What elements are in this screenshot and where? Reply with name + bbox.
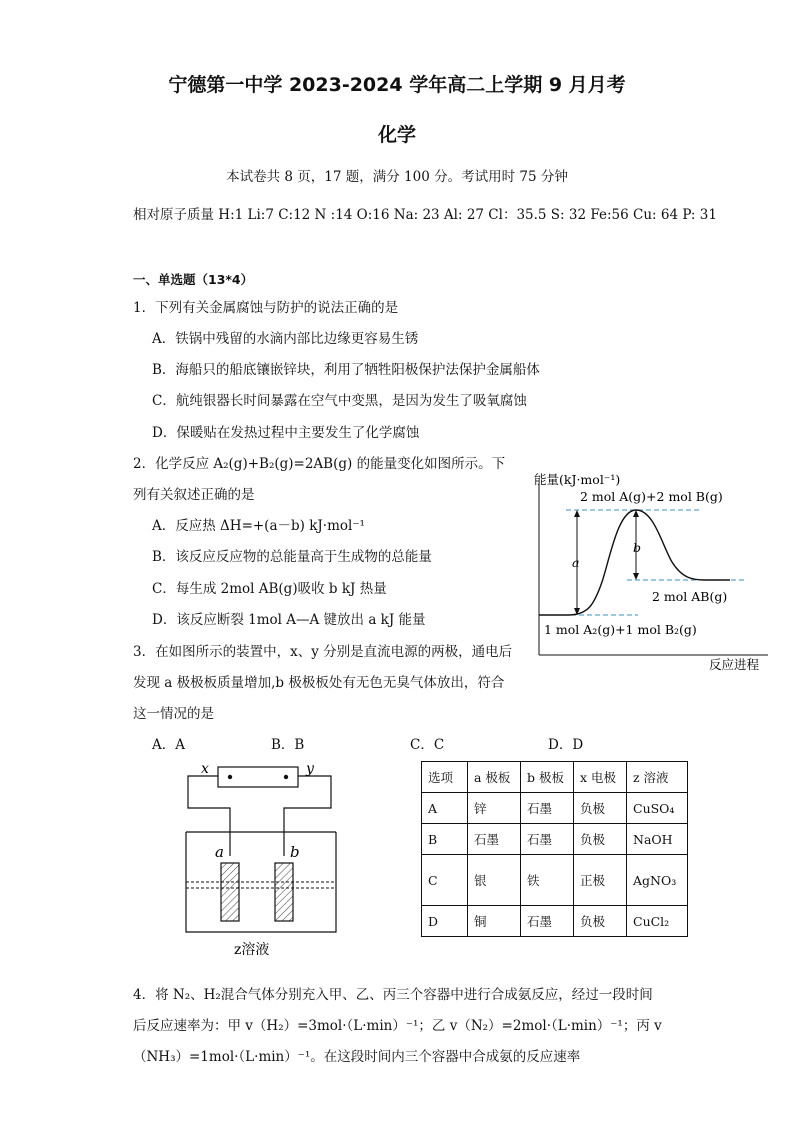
table-cell: 负极 — [574, 824, 627, 855]
table-row — [422, 793, 688, 824]
q1-stem: 1．下列有关金属腐蚀与防护的说法正确的是 — [133, 300, 399, 316]
top-level-label: 2 mol A(g)+2 mol B(g) — [580, 489, 723, 504]
q4-line1: 4．将 N₂、H₂混合气体分别充入甲、乙、丙三个容器中进行合成氨反应，经过一段时间 — [133, 987, 653, 1003]
table-header-cell: z 溶液 — [627, 762, 688, 793]
table-header-cell: b 极板 — [521, 762, 574, 793]
table-header-cell: 选项 — [422, 762, 468, 793]
q2-option-b: B．该反应反应物的总能量高于生成物的总能量 — [152, 549, 432, 565]
energy-diagram — [530, 470, 780, 680]
table-row — [422, 824, 688, 855]
terminal-y — [284, 775, 288, 779]
q2-stem-line1: 2．化学反应 A₂(g)+B₂(g)=2AB(g) 的能量变化如图所示。下 — [133, 456, 506, 472]
table-cell: 银 — [468, 855, 521, 906]
electrode-a — [221, 863, 239, 921]
atomic-mass-line: 相对原子质量 H:1 Li:7 C:12 N :14 O:16 Na: 23 Al: 27 Cl：35.5 S: 32 Fe:56 Cu: 64 P: 31 — [133, 207, 717, 223]
b-label: b — [633, 540, 642, 555]
exam-title: 宁德第一中学 2023-2024 学年高二上学期 9 月月考 — [168, 74, 626, 96]
a-label: a — [572, 555, 580, 570]
q3-choice-c: C．C — [410, 737, 445, 753]
exam-info: 本试卷共 8 页，17 题，满分 100 分。考试用时 75 分钟 — [226, 169, 568, 185]
q2-option-c: C．每生成 2mol AB(g)吸收 b kJ 热量 — [152, 581, 387, 597]
table-row — [422, 906, 688, 937]
a-electrode-label: a — [215, 843, 224, 861]
q2-option-a: A．反应热 ΔH=+(a－b) kJ·mol⁻¹ — [152, 518, 365, 534]
table-cell: 石墨 — [521, 906, 574, 937]
table-cell: 石墨 — [521, 824, 574, 855]
q3-choice-a: A．A — [152, 737, 185, 753]
table-cell: 锌 — [468, 793, 521, 824]
q3-stem-line3: 这一情况的是 — [133, 706, 214, 722]
table-row — [422, 855, 688, 906]
table-cell: D — [422, 906, 468, 937]
y-label: y — [306, 761, 314, 777]
solution-label: z溶液 — [234, 942, 270, 958]
electrolysis-apparatus — [178, 756, 348, 961]
reactant-level-label: 1 mol A₂(g)+1 mol B₂(g) — [544, 622, 697, 637]
table-cell: CuSO₄ — [627, 793, 688, 824]
table-cell: 铜 — [468, 906, 521, 937]
table-cell: 负极 — [574, 793, 627, 824]
x-label: x — [201, 761, 209, 777]
q3-stem-line2: 发现 a 极极板质量增加,b 极极板处有无色无臭气体放出，符合 — [133, 675, 505, 691]
table-cell: CuCl₂ — [627, 906, 688, 937]
y-axis-label: 能量(kJ·mol⁻¹) — [534, 472, 621, 487]
q1-option-a: A．铁锅中残留的水滴内部比边缘更容易生锈 — [152, 331, 419, 347]
terminal-x — [228, 775, 232, 779]
b-electrode-label: b — [290, 843, 300, 861]
table-cell: 铁 — [521, 855, 574, 906]
q2-stem-line2: 列有关叙述正确的是 — [133, 487, 255, 503]
a-arrow-head-up — [574, 510, 580, 517]
q3-stem-line1: 3．在如图所示的装置中，x、y 分别是直流电源的两极，通电后 — [133, 644, 513, 660]
b-arrow-head-up — [633, 510, 639, 517]
electrode-b — [275, 863, 293, 921]
table-header-row — [422, 762, 688, 793]
table-cell: C — [422, 855, 468, 906]
table-cell: 石墨 — [468, 824, 521, 855]
section-heading: 一、单选题（13*4） — [133, 272, 254, 287]
product-level-label: 2 mol AB(g) — [652, 589, 728, 604]
table-cell: 正极 — [574, 855, 627, 906]
table-cell: 负极 — [574, 906, 627, 937]
table-header-cell: a 极板 — [468, 762, 521, 793]
table-cell: AgNO₃ — [627, 855, 688, 906]
q3-choice-d: D．D — [548, 737, 584, 753]
table-cell: NaOH — [627, 824, 688, 855]
q4-line2: 后反应速率为：甲 v（H₂）=3mol·（L·min）⁻¹；乙 v（N₂）=2mol·（L·min）⁻¹；丙 v — [133, 1018, 662, 1034]
q1-option-d: D．保暖贴在发热过程中主要发生了化学腐蚀 — [152, 425, 420, 441]
table-cell: 石墨 — [521, 793, 574, 824]
q1-option-b: B．海船只的船底镶嵌锌块，利用了牺牲阳极保护法保护金属船体 — [152, 362, 540, 378]
table-header-cell: x 电极 — [574, 762, 627, 793]
subject-title: 化学 — [377, 124, 416, 146]
q3-answer-table — [421, 761, 688, 937]
table-cell: A — [422, 793, 468, 824]
q2-option-d: D．该反应断裂 1mol A—A 键放出 a kJ 能量 — [152, 612, 426, 628]
x-axis-label: 反应进程 — [709, 657, 760, 672]
q4-line3: （NH₃）=1mol·（L·min）⁻¹。在这段时间内三个容器中合成氨的反应速率 — [133, 1049, 581, 1065]
q1-option-c: C．航纯银器长时间暴露在空气中变黑，是因为发生了吸氧腐蚀 — [152, 393, 527, 409]
b-arrow-head-down — [633, 573, 639, 580]
table-cell: B — [422, 824, 468, 855]
q3-choice-b: B．B — [271, 737, 305, 753]
